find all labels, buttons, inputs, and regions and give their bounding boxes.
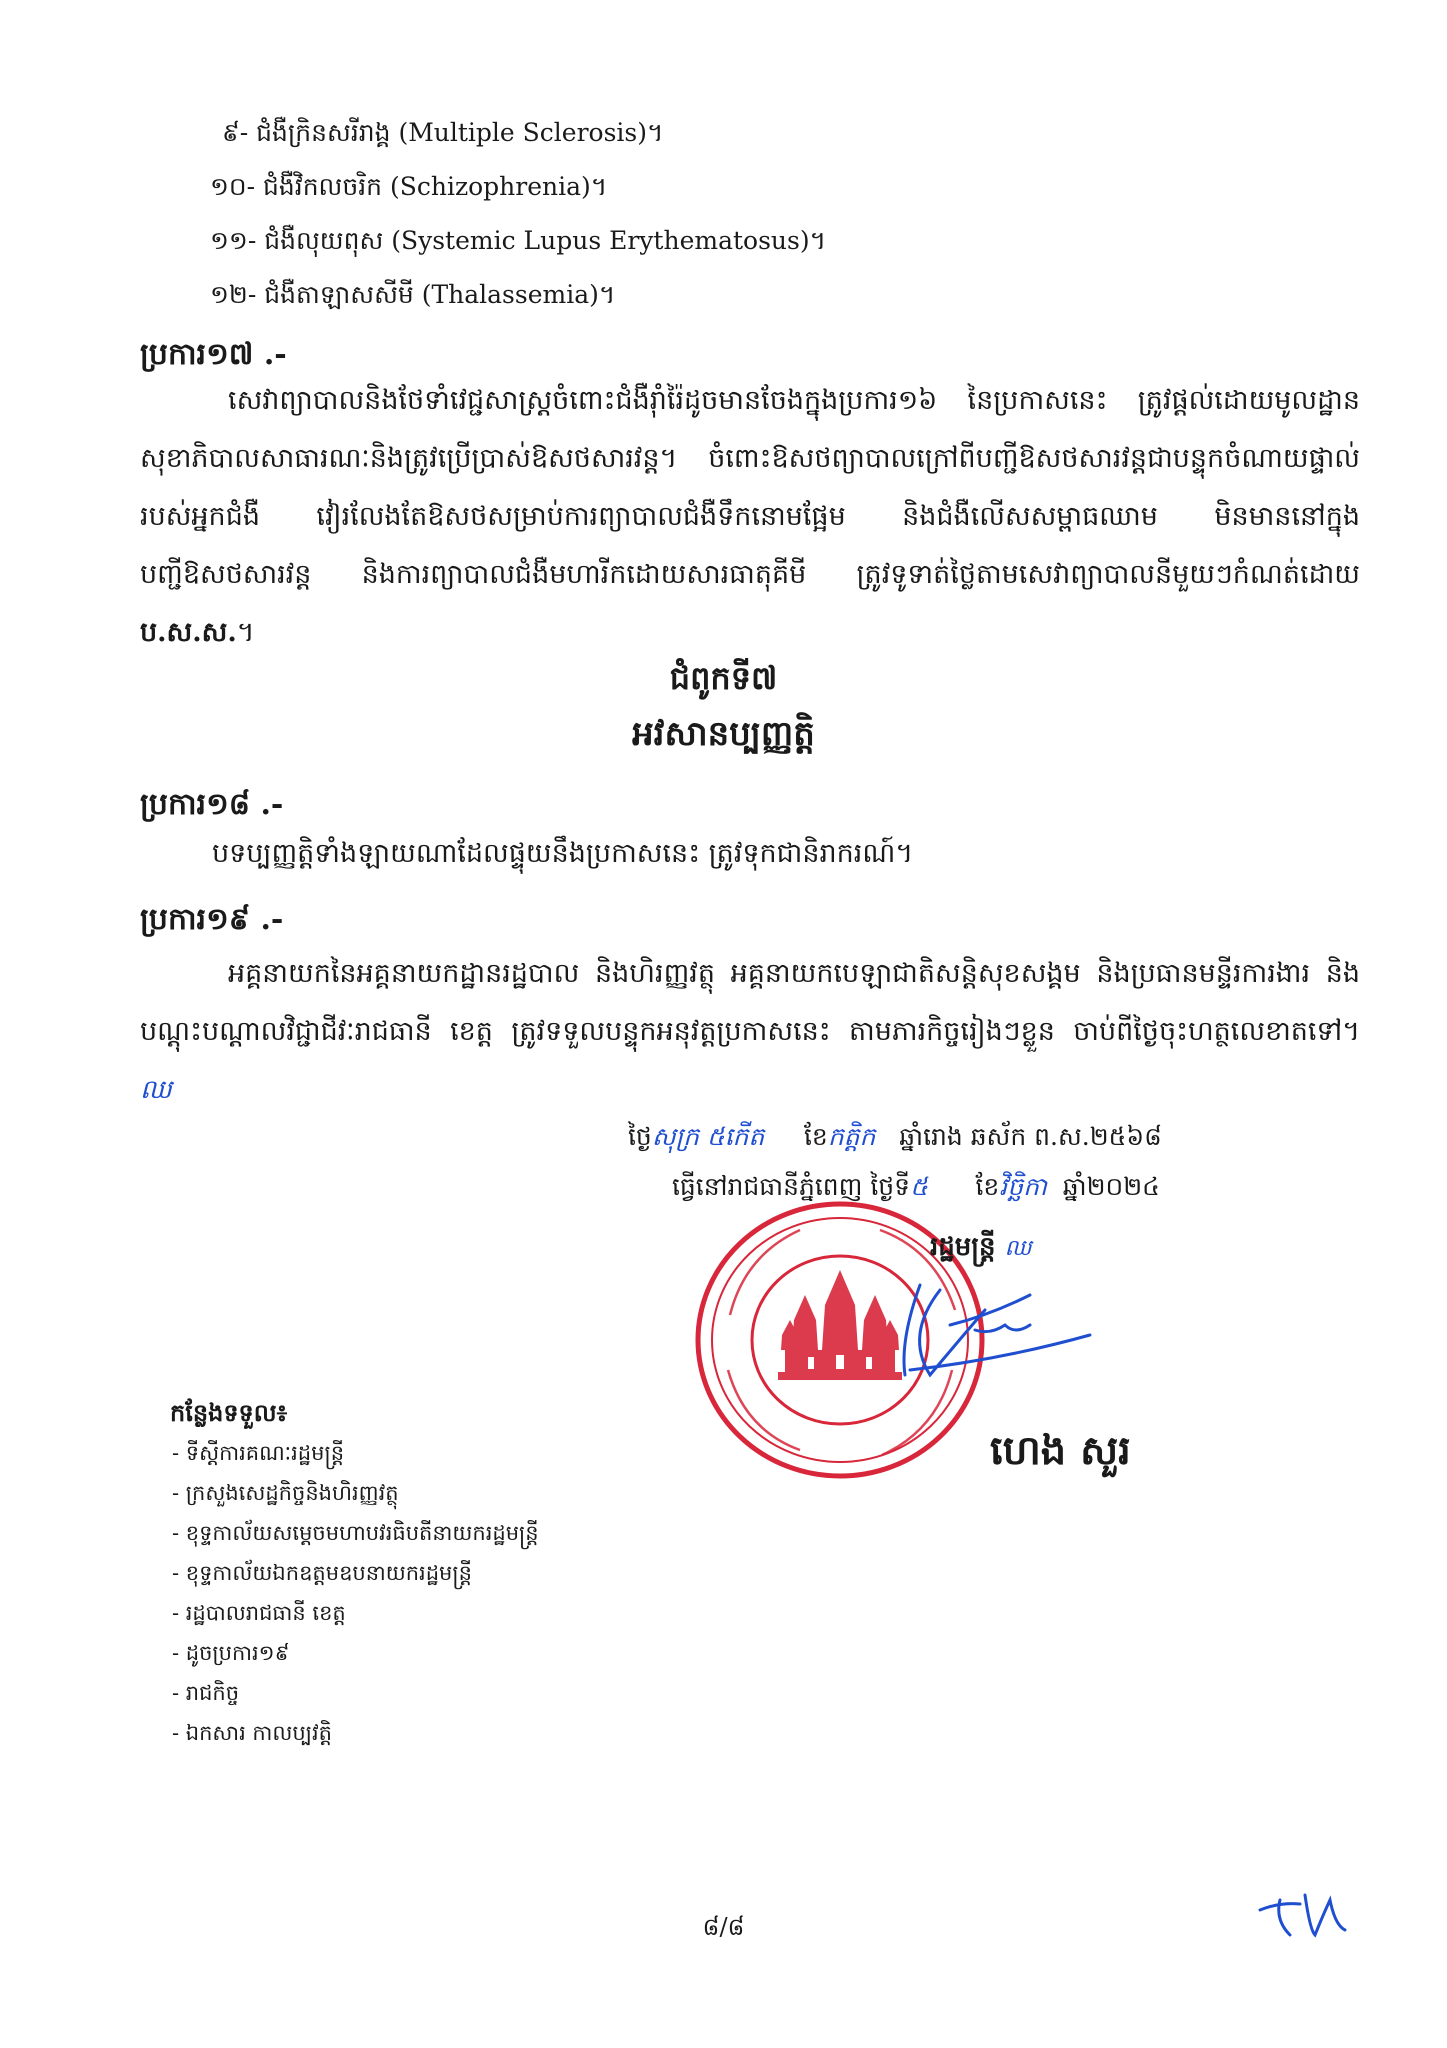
lunar-date-line bbox=[628, 1122, 1162, 1158]
recipient-item: - ដូចប្រការ១៩ bbox=[172, 1641, 290, 1665]
minister-title bbox=[930, 1230, 1031, 1268]
minister-name: ហេង សួរ bbox=[990, 1427, 1131, 1474]
place-day-label: ធ្វើនៅរាជធានីភ្នំពេញ ថ្ងៃទី bbox=[672, 1172, 911, 1201]
article-17-text: សេវាព្យាបាលនិងថែទាំវេជ្ជសាស្ត្រចំពោះជំងឺរ៉ាំរ៉ៃដូចមានចែងក្នុងប្រការ១៦ នៃប្រកាសនេះ ត្រូវផ្តល់ដោយមូលដ្ឋានសុខាភិបាលសាធារណៈនិងត្រូវប្រើប្រាស់ឱសថសារវន្ត។ ចំពោះឱសថព្យាបាលក្រៅពីបញ្ជីឱសថសារវន្តជាបន្ទុកចំណាយផ្ទាល់របស់អ្នកជំងឺ វៀរលែងតែឱសថសម្រាប់ការព្យាបាលជំងឺទឹកនោមផ្អែម និងជំងឺលើសសម្ពាធឈាម មិនមាននៅក្នុងបញ្ជីឱសថសារវន្ត និងការព្យាបាលជំងឺមហារីកដោយសារធាតុគីមី ត្រូវទូទាត់ថ្លៃតាមសេវាព្យាបាលនីមួយៗកំណត់ដោយ bbox=[140, 385, 1360, 590]
recipient-item: - ខុទ្ទកាល័យឯកឧត្តមឧបនាយករដ្ឋមន្ត្រី bbox=[172, 1561, 472, 1585]
recipient-item: - រដ្ឋបាលរាជធានី ខេត្ត bbox=[172, 1601, 346, 1625]
article-17-end: ។ bbox=[236, 617, 255, 648]
recipient-item: - ក្រសួងសេដ្ឋកិច្ចនិងហិរញ្ញវត្ថុ bbox=[172, 1481, 399, 1505]
page-initials-icon bbox=[1255, 1880, 1355, 1950]
article-18-heading: ប្រការ១៨ .- bbox=[140, 787, 284, 822]
recipient-item: - ខុទ្ទកាល័យសម្តេចមហាបវរធិបតីនាយករដ្ឋមន្ត្រី bbox=[172, 1521, 539, 1545]
year: ឆ្នាំ២០២៤ bbox=[1062, 1172, 1160, 1201]
minister-title-text: រដ្ឋមន្ត្រី bbox=[930, 1232, 996, 1262]
month-label: ខែ bbox=[975, 1172, 1000, 1201]
article-17-body bbox=[140, 372, 1360, 662]
minister-initial: ឈ bbox=[1004, 1236, 1032, 1261]
article-19-heading: ប្រការ១៩ .- bbox=[140, 902, 284, 937]
list-item: ៩- ជំងឺក្រិនសរីរាង្គ (Multiple Sclerosis)។ bbox=[222, 118, 664, 147]
recipients-title: កន្លែងទទួល៖ bbox=[170, 1398, 288, 1427]
article-17-heading: ប្រការ១៧ .- bbox=[140, 337, 287, 372]
initial-mark: ឈ bbox=[140, 1075, 172, 1105]
article-19-text: អគ្គនាយកនៃអគ្គនាយកដ្ឋានរដ្ឋបាល និងហិរញ្ញវត្ថុ អគ្គនាយកបេឡាជាតិសន្តិសុខសង្គម និងប្រធានមន្ទីរការងារ និងបណ្តុះបណ្តាលវិជ្ជាជីវៈរាជធានី ខេត្ត ត្រូវទទួលបន្ទុកអនុវត្តប្រកាសនេះ តាមភារកិច្ចរៀងៗខ្លួន ចាប់ពីថ្ងៃចុះហត្ថលេខាតទៅ។ bbox=[140, 958, 1360, 1047]
chapter-title: អវសានប្បញ្ញត្តិ bbox=[632, 714, 815, 754]
day-handwritten: ៥ bbox=[910, 1172, 928, 1201]
lunar-year: ឆ្នាំរោង ឆស័ក ព.ស.២៥៦៨ bbox=[899, 1122, 1162, 1151]
article-19-body bbox=[140, 945, 1360, 1119]
list-item: ១០- ជំងឺវិកលចរិក (Schizophrenia)។ bbox=[210, 172, 608, 201]
recipient-item: - រាជកិច្ច bbox=[172, 1681, 240, 1705]
article-18-body bbox=[140, 825, 1360, 883]
nssf-abbrev: ប.ស.ស. bbox=[140, 617, 237, 648]
month-handwritten: វិច្ឆិកា bbox=[999, 1172, 1047, 1201]
article-18-text: បទប្បញ្ញត្តិទាំងឡាយណាដែលផ្ទុយនឹងប្រកាសនេះ ត្រូវទុកជានិរាករណ៍។ bbox=[212, 838, 914, 869]
lunar-day-label: ថ្ងៃ bbox=[628, 1122, 652, 1151]
recipient-item: - ឯកសារ កាលប្បវត្តិ bbox=[172, 1721, 333, 1745]
lunar-month-handwritten: កត្តិក bbox=[827, 1122, 876, 1151]
list-item: ១១- ជំងឺលុយពុស (Systemic Lupus Erythematosus)។ bbox=[210, 226, 827, 255]
recipient-item: - ទីស្តីការគណៈរដ្ឋមន្ត្រី bbox=[172, 1441, 345, 1465]
list-item: ១២- ជំងឺតាឡាសសីមី (Thalassemia)។ bbox=[210, 280, 616, 309]
signature-icon bbox=[880, 1270, 1120, 1390]
page-number: ៨/៨ bbox=[702, 1913, 745, 1941]
lunar-day-handwritten: សុក្រ ៥កើត bbox=[651, 1122, 765, 1151]
lunar-month-label: ខែ bbox=[804, 1122, 828, 1151]
chapter-number: ជំពូកទី៧ bbox=[669, 659, 778, 697]
